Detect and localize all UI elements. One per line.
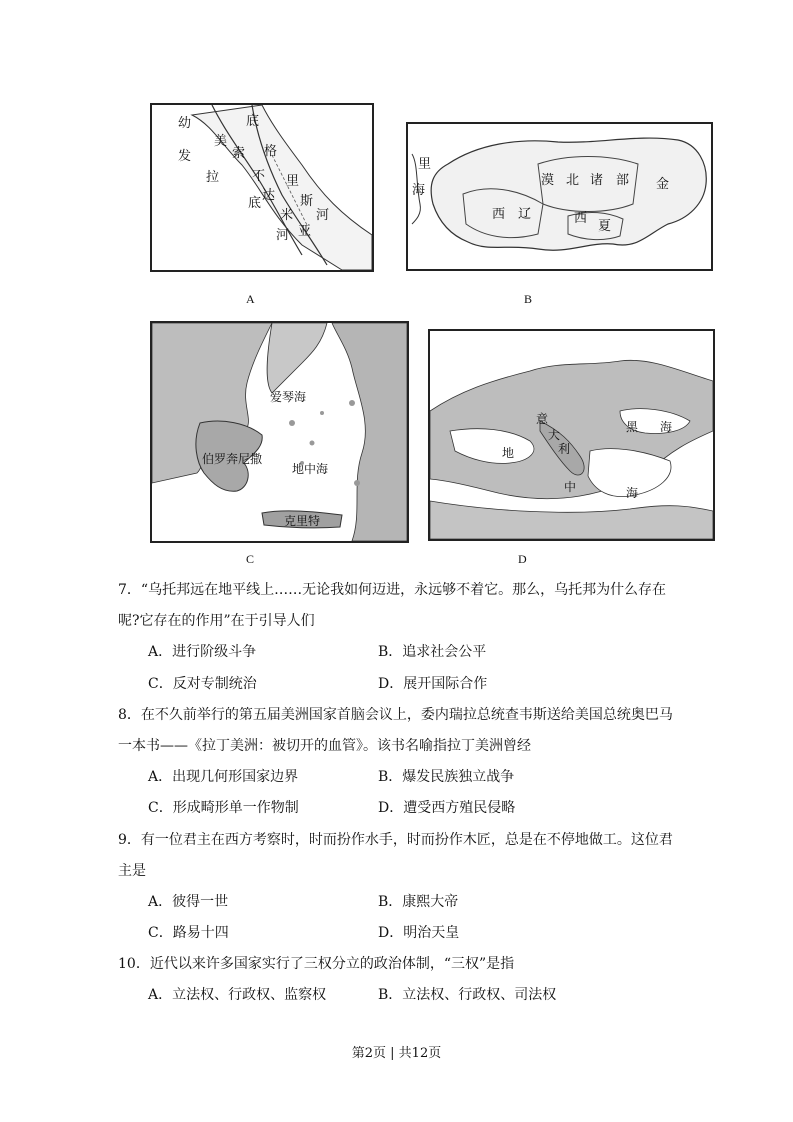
map-a-label: 格 xyxy=(264,144,278,159)
map-d-roman-mediterranean xyxy=(428,329,715,541)
map-b-label: 漠 xyxy=(541,173,555,188)
map-a-label: 河 xyxy=(316,208,330,223)
question-10-line-1: 10．近代以来许多国家实行了三权分立的政治体制，“三权”是指 xyxy=(118,956,515,972)
map-a-label: 底 xyxy=(246,114,260,129)
map-a-label: 索 xyxy=(232,146,246,161)
map-a-label: 底 xyxy=(248,196,262,211)
map-c-label: 地中海 xyxy=(292,462,329,476)
map-b-drawing xyxy=(408,124,711,269)
map-a-label: 达 xyxy=(262,188,276,203)
question-9-option-c: C．路易十四 xyxy=(148,925,229,941)
question-7-line-1: 7．“乌托邦远在地平线上……无论我如何迈进，永远够不着它。那么，乌托邦为什么存在 xyxy=(118,582,667,598)
map-d-label: 海 xyxy=(626,486,639,500)
map-c-greece xyxy=(150,321,409,543)
map-b-label: 夏 xyxy=(598,219,612,234)
map-a-label: 发 xyxy=(178,149,192,164)
map-d-drawing xyxy=(430,331,713,539)
map-a-label: 米 xyxy=(280,208,294,223)
map-c-drawing xyxy=(152,323,407,541)
map-b-label: 部 xyxy=(616,173,630,188)
map-a-caption: A xyxy=(246,292,255,306)
question-8-line-1: 8．在不久前举行的第五届美洲国家首脑会议上，委内瑞拉总统查韦斯送给美国总统奥巴马 xyxy=(118,707,673,723)
map-b-label: 海 xyxy=(412,183,426,198)
page-footer: 第2页 | 共12页 xyxy=(351,1046,442,1061)
question-8-option-b: B．爆发民族独立战争 xyxy=(378,769,515,785)
map-b-label: 辽 xyxy=(518,207,532,222)
map-b-label: 北 xyxy=(566,173,580,188)
question-9-option-b: B．康熙大帝 xyxy=(378,894,459,910)
map-a-label: 美 xyxy=(214,134,228,149)
question-9-line-2: 主是 xyxy=(118,863,146,879)
question-7-option-b: B．追求社会公平 xyxy=(378,644,487,660)
map-d-label: 利 xyxy=(558,442,571,456)
question-10-option-a: A．立法权、行政权、监察权 xyxy=(148,987,327,1003)
map-a-label: 不 xyxy=(252,169,266,184)
map-b-caption: B xyxy=(524,292,533,306)
map-b-song-era xyxy=(406,122,713,271)
map-a-mesopotamia xyxy=(150,103,374,272)
question-7-option-d: D．展开国际合作 xyxy=(378,676,488,692)
map-d-label: 海 xyxy=(660,420,673,434)
question-8-line-2: 一本书——《拉丁美洲：被切开的血管》。该书名喻指拉丁美洲曾经 xyxy=(118,738,531,754)
question-7-option-c: C．反对专制统治 xyxy=(148,676,257,692)
map-a-label: 河 xyxy=(276,228,290,243)
map-a-label: 亚 xyxy=(298,224,312,239)
question-10-option-b: B．立法权、行政权、司法权 xyxy=(378,987,557,1003)
question-9-option-a: A．彼得一世 xyxy=(148,894,229,910)
question-7-option-a: A．进行阶级斗争 xyxy=(148,644,257,660)
map-a-label: 里 xyxy=(286,174,300,189)
question-8-option-c: C．形成畸形单一作物制 xyxy=(148,800,299,816)
map-c-label: 伯罗奔尼撒 xyxy=(202,452,263,466)
question-8-option-a: A．出现几何形国家边界 xyxy=(148,769,299,785)
map-b-label: 里 xyxy=(418,157,432,172)
map-a-label: 幼 xyxy=(178,116,192,131)
map-a-label: 拉 xyxy=(206,170,220,185)
map-d-label: 黑 xyxy=(626,420,639,434)
map-c-label: 爱琴海 xyxy=(270,390,307,404)
question-8-option-d: D．遭受西方殖民侵略 xyxy=(378,800,516,816)
map-b-label: 金 xyxy=(656,177,670,192)
map-b-label: 西 xyxy=(492,207,506,222)
map-d-label: 意 xyxy=(536,412,549,426)
question-7-line-2: 呢?它存在的作用”在于引导人们 xyxy=(118,613,315,629)
map-a-label: 斯 xyxy=(300,194,314,209)
map-b-label: 诸 xyxy=(590,173,604,188)
question-9-line-1: 9．有一位君主在西方考察时，时而扮作水手，时而扮作木匠，总是在不停地做工。这位君 xyxy=(118,832,673,848)
map-b-label: 西 xyxy=(574,211,588,226)
map-c-label: 克里特 xyxy=(284,514,321,528)
map-d-label: 地 xyxy=(502,446,515,460)
map-d-label: 大 xyxy=(548,428,561,442)
map-d-label: 中 xyxy=(564,480,577,494)
question-9-option-d: D．明治天皇 xyxy=(378,925,460,941)
map-d-caption: D xyxy=(518,552,527,566)
map-c-caption: C xyxy=(246,552,255,566)
